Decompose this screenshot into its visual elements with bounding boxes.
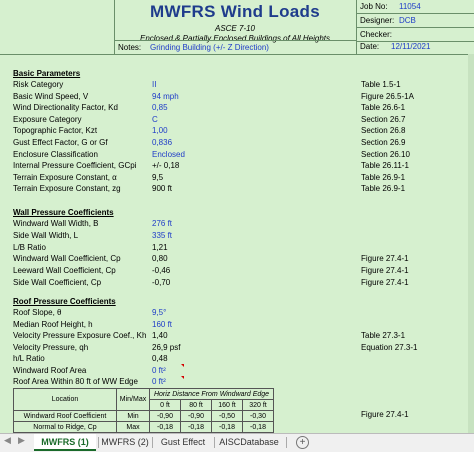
- code-reference: Figure 27.4-1: [361, 266, 409, 276]
- parameter-row: [13, 138, 468, 149]
- building-type: Enclosed & Partially Enclosed Buildings of All Heights: [139, 34, 331, 43]
- tab-divider: [286, 437, 287, 448]
- parameter-label: L/B Ratio: [13, 242, 46, 252]
- code-reference: Equation 27.3-1: [361, 342, 418, 352]
- parameter-row: [13, 219, 468, 230]
- wall-coefficients-heading: Wall Pressure Coefficients: [13, 208, 114, 217]
- designer-cell[interactable]: [357, 14, 474, 28]
- table-cell[interactable]: -0,90: [150, 411, 181, 422]
- minmax-cell: Max: [117, 422, 150, 433]
- parameter-label: Enclosure Classification: [13, 149, 98, 159]
- sheet-title: MWFRS Wind Loads: [150, 2, 320, 21]
- minmax-header: Min/Max: [117, 389, 150, 411]
- notes-value[interactable]: Grinding Building (+/- Z Direction): [150, 43, 269, 52]
- parameter-value[interactable]: 0,85: [152, 103, 168, 113]
- code-reference: Table 26.6-1: [361, 103, 406, 113]
- parameter-label: Velocity Pressure, qh: [13, 342, 89, 352]
- parameter-row: [13, 126, 468, 137]
- parameter-row: [13, 266, 468, 277]
- parameter-label: Internal Pressure Coefficient, GCpi: [13, 161, 137, 171]
- parameter-label: Windward Roof Area: [13, 365, 87, 375]
- parameter-value[interactable]: -0,70: [152, 278, 171, 287]
- parameter-value[interactable]: -0,46: [152, 266, 171, 276]
- parameter-label: Side Wall Width, L: [13, 230, 79, 240]
- parameter-value[interactable]: 0,80: [152, 254, 168, 264]
- code-reference: Table 26.9-1: [361, 172, 406, 182]
- notes-row[interactable]: [114, 40, 357, 55]
- parameter-label: Windward Wall Width, B: [13, 219, 99, 228]
- date-label: Date:: [360, 42, 380, 51]
- parameter-value[interactable]: 26,9 psf: [152, 342, 181, 352]
- parameter-label: Exposure Category: [13, 114, 82, 124]
- basic-parameters-heading: Basic Parameters: [13, 69, 81, 78]
- parameter-row: [13, 331, 468, 342]
- designer-value[interactable]: DCB: [399, 16, 416, 25]
- col-header: 80 ft: [181, 400, 212, 411]
- tab-aisc-database[interactable]: AISCDatabase: [219, 437, 279, 447]
- parameter-value[interactable]: 160 ft: [152, 319, 173, 329]
- job-no-value[interactable]: 11054: [399, 2, 421, 11]
- tab-divider: [152, 437, 153, 448]
- row-label: Windward Roof Coefficient: [14, 411, 117, 422]
- parameter-row: [13, 278, 468, 289]
- parameter-label: Side Wall Coefficient, Cp: [13, 278, 102, 287]
- parameter-label: Roof Area Within 80 ft of WW Edge: [13, 377, 138, 386]
- parameter-value[interactable]: 94 mph: [152, 91, 179, 101]
- parameter-row: [13, 161, 468, 172]
- code-reference: ASCE 7-10: [214, 24, 256, 33]
- parameter-row: [13, 184, 468, 195]
- parameter-value[interactable]: 276 ft: [152, 219, 173, 228]
- job-no-cell[interactable]: [357, 0, 474, 14]
- parameter-label: Topographic Factor, Kzt: [13, 126, 98, 136]
- parameter-row: [13, 377, 468, 388]
- parameter-value[interactable]: 335 ft: [152, 230, 173, 240]
- tab-mwfrs-1[interactable]: MWFRS (1): [34, 434, 96, 451]
- parameter-value[interactable]: C: [152, 114, 158, 124]
- code-reference: Table 26.11-1: [361, 161, 409, 171]
- parameter-row: [13, 92, 468, 103]
- tab-mwfrs-2[interactable]: MWFRS (2): [101, 437, 149, 447]
- table-cell[interactable]: -0,18: [150, 422, 181, 433]
- location-header: Location: [14, 389, 117, 411]
- parameter-label: h/L Ratio: [13, 354, 45, 363]
- parameter-value[interactable]: 0,48: [152, 354, 168, 363]
- parameter-value[interactable]: Enclosed: [152, 149, 185, 159]
- tab-scroll-left-icon[interactable]: ◀: [4, 435, 11, 445]
- code-reference: Section 26.8: [361, 126, 406, 136]
- parameter-value[interactable]: 9,5: [152, 172, 164, 182]
- table-cell[interactable]: -0,18: [181, 422, 212, 433]
- add-sheet-icon[interactable]: +: [296, 436, 309, 449]
- col-header: 160 ft: [212, 400, 243, 411]
- code-reference: Section 26.7: [361, 114, 406, 124]
- parameter-row: [13, 343, 468, 354]
- roof-coefficient-table: [13, 388, 274, 433]
- parameter-row: [13, 243, 468, 254]
- parameter-label: Wind Directionality Factor, Kd: [13, 103, 118, 113]
- parameter-label: Risk Category: [13, 80, 64, 89]
- parameter-label: Windward Wall Coefficient, Cp: [13, 254, 121, 264]
- parameter-value[interactable]: II: [152, 80, 157, 89]
- parameter-label: Terrain Exposure Constant, α: [13, 172, 117, 182]
- sheet-tab-bar: [0, 433, 474, 452]
- table-cell[interactable]: -0,18: [243, 422, 274, 433]
- comment-indicator[interactable]: [181, 364, 184, 367]
- tab-divider: [98, 437, 99, 448]
- code-reference: Section 26.9: [361, 138, 406, 147]
- code-reference: Section 26.10: [361, 149, 410, 159]
- table-cell[interactable]: -0,90: [181, 411, 212, 422]
- parameter-value[interactable]: 1,40: [152, 331, 168, 340]
- table-cell[interactable]: -0,18: [212, 422, 243, 433]
- parameter-row: [13, 254, 468, 265]
- tab-scroll-right-icon[interactable]: ▶: [18, 435, 25, 445]
- table-cell[interactable]: -0,50: [212, 411, 243, 422]
- code-reference: Figure 27.4-1: [361, 278, 409, 287]
- parameter-value[interactable]: 0 ft²: [152, 365, 166, 375]
- distance-group-header: Horiz Distance From Windward Edge: [150, 389, 274, 400]
- tab-divider: [214, 437, 215, 448]
- date-cell[interactable]: [357, 40, 474, 53]
- parameter-value[interactable]: 1,00: [152, 126, 168, 136]
- parameter-label: Median Roof Height, h: [13, 319, 93, 329]
- parameter-row: [13, 354, 468, 365]
- job-no-label: Job No:: [360, 2, 388, 11]
- parameter-label: Terrain Exposure Constant, zg: [13, 184, 121, 194]
- roof-coefficients-heading: Roof Pressure Coefficients: [13, 297, 116, 306]
- parameter-label: Gust Effect Factor, G or Gf: [13, 138, 108, 147]
- row-label: Normal to Ridge, Cp: [14, 422, 117, 433]
- title-block: [114, 0, 357, 43]
- parameter-row: [13, 320, 468, 331]
- minmax-cell: Min: [117, 411, 150, 422]
- parameter-row: [13, 80, 468, 91]
- parameter-value[interactable]: 0,836: [152, 138, 173, 147]
- parameter-value[interactable]: 0 ft²: [152, 377, 166, 386]
- parameter-value[interactable]: 900 ft: [152, 184, 173, 194]
- checker-label: Checker:: [360, 30, 393, 39]
- table-cell[interactable]: -0,30: [243, 411, 274, 422]
- designer-label: Designer:: [360, 16, 395, 25]
- parameter-row: [13, 103, 468, 114]
- col-header: 0 ft: [150, 400, 181, 411]
- comment-indicator[interactable]: [181, 376, 184, 379]
- code-reference: Figure 26.5-1A: [361, 91, 414, 101]
- parameter-row: [13, 231, 468, 242]
- vertical-scrollbar[interactable]: [468, 54, 474, 433]
- parameter-label: Velocity Pressure Exposure Coef., Kh: [13, 331, 147, 340]
- code-reference: Table 26.9-1: [361, 184, 406, 194]
- parameter-value[interactable]: +/- 0,18: [152, 161, 180, 171]
- logo-cell: [0, 0, 115, 54]
- parameter-row: [13, 115, 468, 126]
- parameter-label: Roof Slope, θ: [13, 308, 62, 317]
- parameter-value[interactable]: 1,21: [152, 242, 168, 252]
- parameter-row: [13, 150, 468, 161]
- table-reference: Figure 27.4-1: [361, 410, 409, 419]
- code-reference: Table 1.5-1: [361, 80, 401, 89]
- col-header: 320 ft: [243, 400, 274, 411]
- parameter-row: [13, 366, 468, 377]
- code-reference: Table 27.3-1: [361, 331, 406, 340]
- parameter-row: [13, 308, 468, 319]
- date-value[interactable]: 12/11/2021: [391, 42, 431, 51]
- sheet-header: [0, 0, 474, 55]
- tab-gust-effect[interactable]: Gust Effect: [160, 437, 206, 447]
- notes-label: Notes:: [118, 43, 142, 52]
- code-reference: Figure 27.4-1: [361, 254, 409, 264]
- parameter-value[interactable]: 9,5°: [152, 308, 167, 317]
- parameter-label: Leeward Wall Coefficient, Cp: [13, 266, 116, 276]
- parameter-row: [13, 173, 468, 184]
- parameter-label: Basic Wind Speed, V: [13, 91, 89, 101]
